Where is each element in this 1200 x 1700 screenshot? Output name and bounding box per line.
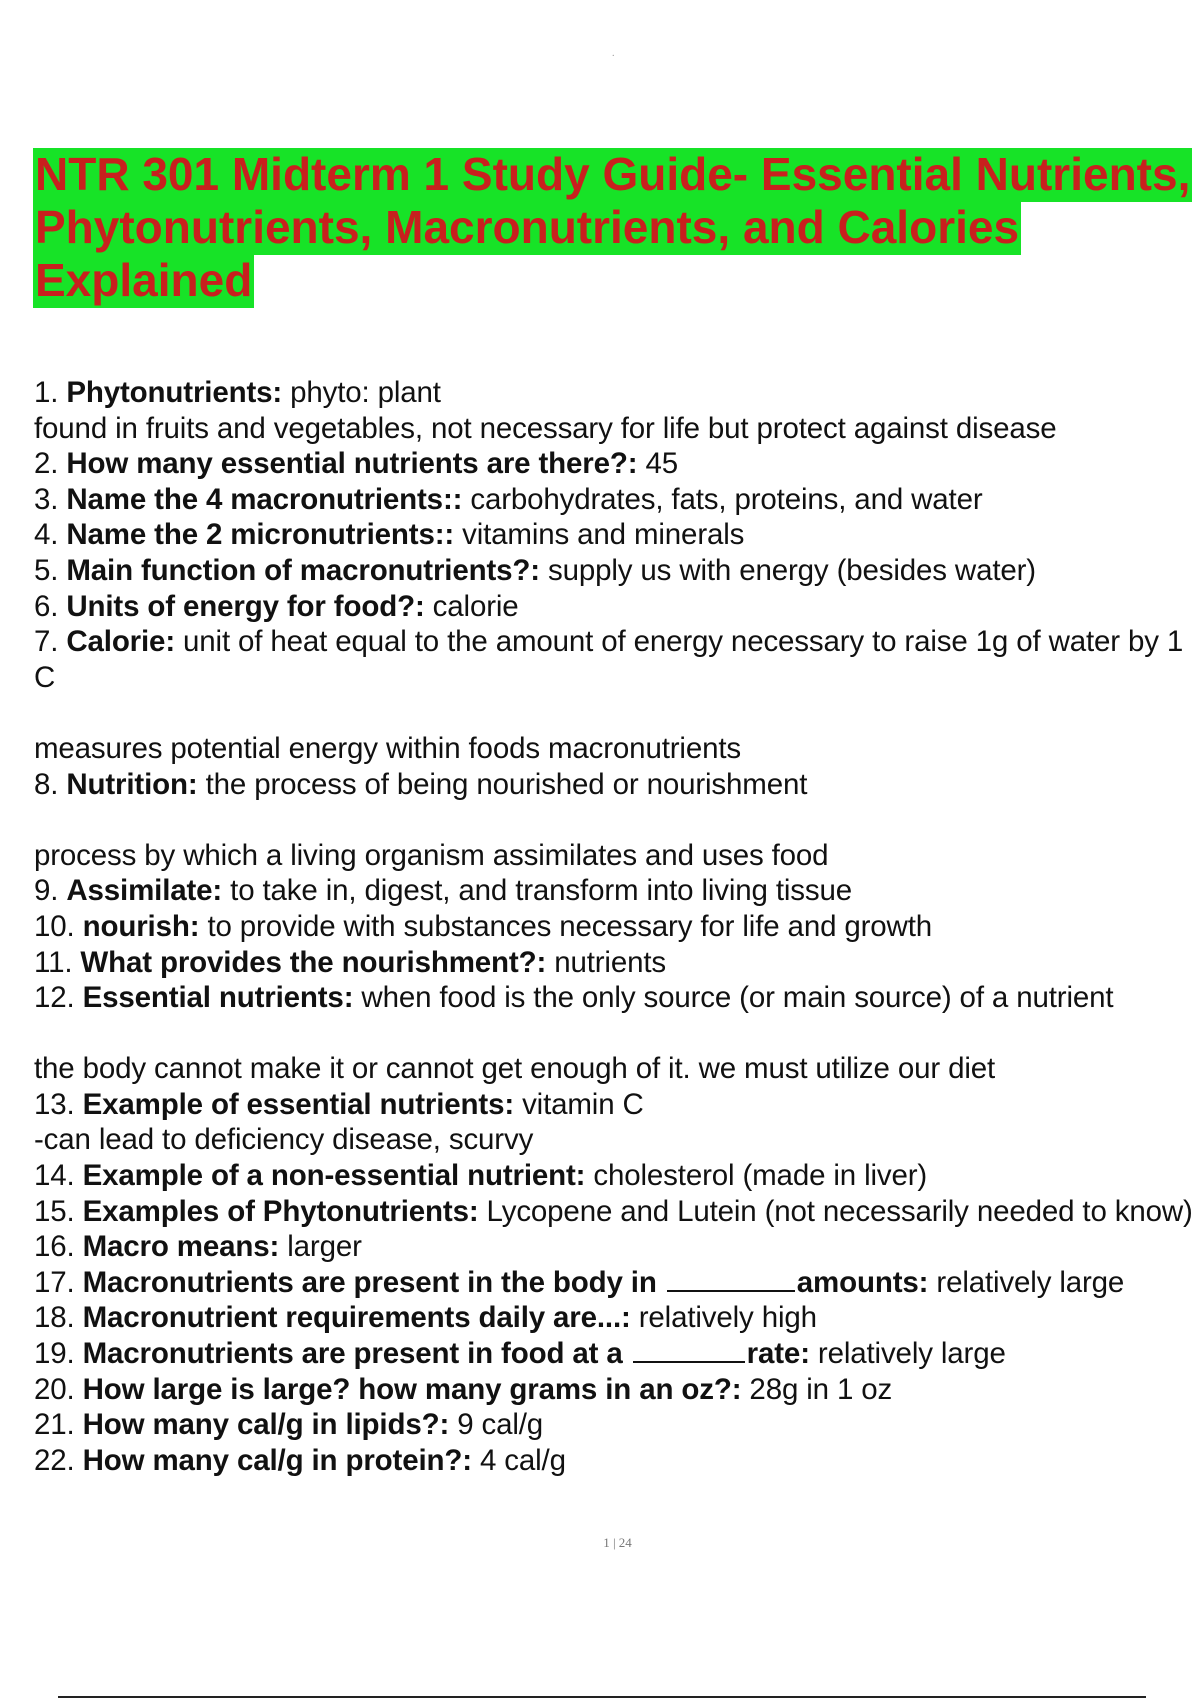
- qa-item: [34, 1087, 1200, 1123]
- item-number: 14.: [34, 1159, 75, 1193]
- item-number: 4.: [34, 518, 59, 552]
- item-number: 15.: [34, 1194, 75, 1228]
- qa-item: [34, 1443, 1200, 1479]
- qa-item: [34, 980, 1200, 1016]
- item-number: 16.: [34, 1230, 75, 1264]
- item-answer: vitamins and minerals: [454, 518, 745, 552]
- qa-item: [34, 873, 1200, 909]
- qa-item: [34, 375, 1200, 411]
- item-answer: to provide with substances necessary for life and growth: [199, 909, 933, 943]
- qa-item: [34, 945, 1200, 981]
- item-number: 20.: [34, 1372, 75, 1406]
- qa-item: [34, 909, 1200, 945]
- item-number: 9.: [34, 874, 59, 908]
- item-term: Units of energy for food?:: [66, 589, 425, 623]
- item-continuation: process by which a living organism assimilates and uses food: [34, 838, 829, 872]
- item-number: 5.: [34, 553, 59, 587]
- title-line: Explained: [35, 254, 253, 306]
- item-answer: when food is the only source (or main source) of a nutrient: [353, 981, 1114, 1015]
- item-number: 12.: [34, 981, 75, 1015]
- item-term: Macronutrients are present in food at a: [82, 1337, 623, 1371]
- title-line: Phytonutrients, Macronutrients, and Calories: [35, 201, 1020, 253]
- qa-item: [34, 589, 1200, 625]
- item-answer: nutrients: [546, 945, 666, 979]
- item-answer: carbohydrates, fats, proteins, and water: [462, 482, 983, 516]
- item-number: 6.: [34, 589, 59, 623]
- item-term: Macronutrient requirements daily are...:: [82, 1301, 631, 1335]
- item-number: 18.: [34, 1301, 75, 1335]
- item-term: Phytonutrients:: [66, 376, 283, 409]
- qa-item: [34, 446, 1200, 482]
- title-line: NTR 301 Midterm 1 Study Guide- Essential Nutrients,: [35, 148, 1191, 200]
- qa-item: [34, 517, 1200, 553]
- item-term: Macronutrients are present in the body in: [82, 1265, 657, 1299]
- blank-line: [34, 1016, 1200, 1052]
- qa-item: [34, 624, 1200, 695]
- item-term: Main function of macronutrients?:: [66, 553, 540, 587]
- item-number: 10.: [34, 909, 75, 943]
- qa-item: [34, 1372, 1200, 1408]
- qa-item: [34, 1407, 1200, 1443]
- fill-in-blank: [667, 1268, 795, 1292]
- item-answer: the process of being nourished or nourishment: [197, 767, 808, 801]
- blank-line: [34, 802, 1200, 838]
- item-term: Nutrition:: [66, 767, 198, 801]
- item-term: Macro means:: [82, 1230, 280, 1264]
- item-answer: relatively large: [928, 1265, 1125, 1299]
- item-term: How many essential nutrients are there?:: [66, 447, 638, 481]
- item-answer: 4 cal/g: [471, 1443, 566, 1477]
- item-answer: relatively high: [630, 1301, 817, 1335]
- item-number: 22.: [34, 1443, 75, 1477]
- item-continuation: measures potential energy within foods macronutrients: [34, 731, 741, 765]
- study-guide-content: [34, 375, 1200, 1478]
- item-number: 2.: [34, 447, 59, 481]
- item-term: Name the 2 micronutrients::: [66, 518, 455, 552]
- qa-item: [34, 767, 1200, 803]
- item-term: What provides the nourishment?:: [80, 945, 547, 979]
- item-answer: calorie: [424, 589, 519, 623]
- item-answer: Lycopene and Lutein (not necessarily needed to know): [478, 1194, 1193, 1228]
- fill-in-blank: [633, 1339, 745, 1363]
- item-number: 11.: [34, 945, 73, 979]
- item-number: 8.: [34, 767, 59, 801]
- qa-item: [34, 1158, 1200, 1194]
- item-continuation: the body cannot make it or cannot get enough of it. we must utilize our diet: [34, 1052, 996, 1086]
- item-answer: 9 cal/g: [449, 1408, 544, 1442]
- item-term: nourish:: [82, 909, 200, 943]
- item-number: 1.: [34, 376, 59, 409]
- item-term: Example of essential nutrients:: [82, 1087, 515, 1121]
- item-term: Calorie:: [66, 625, 175, 659]
- qa-item: [34, 553, 1200, 589]
- item-term: amounts:: [796, 1265, 929, 1299]
- item-term: How many cal/g in lipids?:: [82, 1408, 450, 1442]
- qa-item: [34, 1194, 1200, 1230]
- item-number: 19.: [34, 1337, 75, 1371]
- top-mark: .: [612, 48, 615, 59]
- item-answer: supply us with energy (besides water): [539, 553, 1036, 587]
- page-number: 1 | 24: [603, 1535, 632, 1550]
- item-answer: to take in, digest, and transform into living tissue: [222, 874, 853, 908]
- blank-line: [34, 695, 1200, 731]
- item-answer: vitamin C: [514, 1087, 644, 1121]
- item-term: Assimilate:: [66, 874, 223, 908]
- qa-item: [34, 1336, 1200, 1372]
- qa-item: [34, 1229, 1200, 1265]
- item-continuation: -can lead to deficiency disease, scurvy: [34, 1123, 534, 1157]
- item-number: 21.: [34, 1408, 75, 1442]
- qa-item: [34, 1265, 1200, 1301]
- item-number: 17.: [34, 1265, 75, 1299]
- item-term: Example of a non-essential nutrient:: [82, 1159, 586, 1193]
- item-answer: 28g in 1 oz: [741, 1372, 893, 1406]
- item-term: How many cal/g in protein?:: [82, 1443, 472, 1477]
- document-title: [33, 148, 1200, 307]
- item-answer: unit of heat equal to the amount of energy necessary to raise 1g of water by 1 C: [34, 625, 1184, 694]
- item-answer: cholesterol (made in liver): [585, 1159, 928, 1193]
- item-answer: larger: [279, 1230, 362, 1264]
- qa-item: [34, 1300, 1200, 1336]
- item-answer: phyto: plant: [282, 376, 441, 409]
- qa-item: [34, 482, 1200, 518]
- item-term: Name the 4 macronutrients::: [66, 482, 463, 516]
- item-number: 3.: [34, 482, 59, 516]
- item-term: Essential nutrients:: [82, 981, 354, 1015]
- item-continuation: found in fruits and vegetables, not necessary for life but protect against disease: [34, 411, 1057, 445]
- item-number: 13.: [34, 1087, 75, 1121]
- item-answer: relatively large: [809, 1337, 1006, 1371]
- footer-divider: [58, 1696, 1146, 1698]
- item-answer: 45: [637, 447, 678, 481]
- item-number: 7.: [34, 625, 59, 659]
- item-term: How large is large? how many grams in an oz?:: [82, 1372, 742, 1406]
- item-term: Examples of Phytonutrients:: [82, 1194, 479, 1228]
- item-term: rate:: [746, 1337, 810, 1371]
